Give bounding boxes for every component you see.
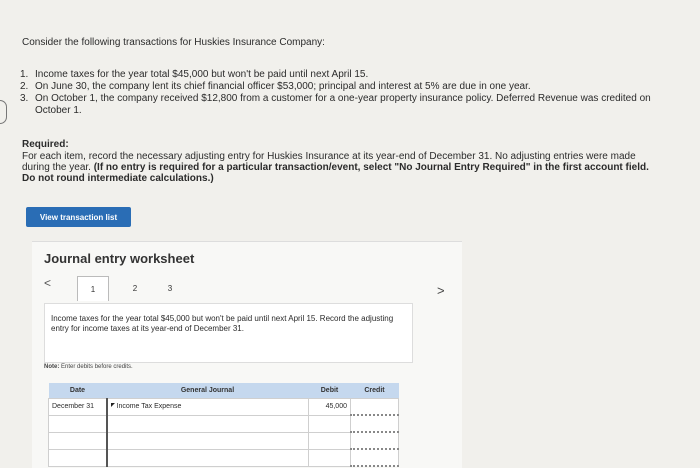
next-arrow-icon[interactable]: > — [437, 283, 445, 298]
item-text: Income taxes for the year total $45,000 but won't be paid until next April 15. — [35, 69, 369, 80]
tab-2[interactable]: 2 — [132, 283, 138, 293]
col-general-journal: General Journal — [107, 383, 309, 399]
prev-arrow-icon[interactable]: < — [44, 276, 52, 290]
debit-cell[interactable] — [309, 449, 351, 466]
col-credit: Credit — [351, 383, 399, 399]
required-heading: Required: — [22, 139, 69, 150]
date-cell[interactable] — [49, 449, 107, 466]
table-row — [49, 415, 399, 432]
credit-cell[interactable] — [351, 432, 399, 449]
item-number: 3. — [20, 93, 29, 104]
transaction-list — [20, 69, 660, 117]
credit-cell[interactable] — [351, 449, 399, 466]
account-cell[interactable] — [107, 415, 309, 432]
item-number: 2. — [20, 81, 29, 92]
account-cell[interactable] — [107, 399, 309, 416]
side-marker — [0, 100, 7, 124]
tab-1[interactable]: 1 — [77, 276, 109, 301]
table-row — [49, 449, 399, 466]
table-row — [49, 432, 399, 449]
required-bold-text: (If no entry is required for a particular transaction/event, select "No Journal Entry Required" in the first account field. Do not round intermediate calculations.) — [22, 162, 649, 184]
credit-cell[interactable] — [351, 415, 399, 432]
tab-3[interactable]: 3 — [167, 283, 173, 293]
account-cell[interactable] — [107, 449, 309, 466]
item-text: On June 30, the company lent its chief financial officer $53,000; principal and interest at 5% are due in one year. — [35, 81, 531, 92]
list-item — [20, 69, 660, 81]
note-text: Enter debits before credits. — [61, 364, 133, 370]
date-cell[interactable]: December 31 — [49, 399, 107, 416]
worksheet-title: Journal entry worksheet — [44, 251, 195, 266]
transaction-description: Income taxes for the year total $45,000 but won't be paid until next April 15. Record the adjusting entry for income taxes at its year-end of December 31. — [51, 314, 394, 333]
account-value: Income Tax Expense — [116, 403, 182, 411]
view-transaction-list-button[interactable]: View transaction list — [26, 207, 131, 227]
credit-cell[interactable] — [351, 399, 399, 416]
account-cell[interactable] — [107, 432, 309, 449]
debit-cell[interactable] — [309, 432, 351, 449]
dropdown-triangle-icon — [111, 403, 115, 407]
item-number: 1. — [20, 69, 29, 80]
date-cell[interactable] — [49, 415, 107, 432]
debit-cell[interactable]: 45,000 — [309, 399, 351, 416]
item-text: On October 1, the company received $12,800 from a customer for a one-year property insurance policy. Deferred Revenue was credited on October 1. — [35, 93, 651, 116]
date-cell[interactable] — [49, 432, 107, 449]
intro-text: Consider the following transactions for Huskies Insurance Company: — [22, 37, 325, 48]
required-instructions — [22, 151, 662, 184]
col-debit: Debit — [309, 383, 351, 399]
note-label: Note: — [44, 364, 60, 370]
list-item — [20, 93, 660, 117]
required-body-text: For each item, record the necessary adjusting entry for Huskies Insurance at its year-end of December 31. No adjusting entries were made during the year. — [22, 151, 636, 173]
table-row — [49, 399, 399, 416]
col-date: Date — [49, 383, 107, 399]
debit-cell[interactable] — [309, 415, 351, 432]
journal-table — [48, 383, 399, 467]
list-item — [20, 81, 660, 93]
note — [44, 364, 133, 370]
